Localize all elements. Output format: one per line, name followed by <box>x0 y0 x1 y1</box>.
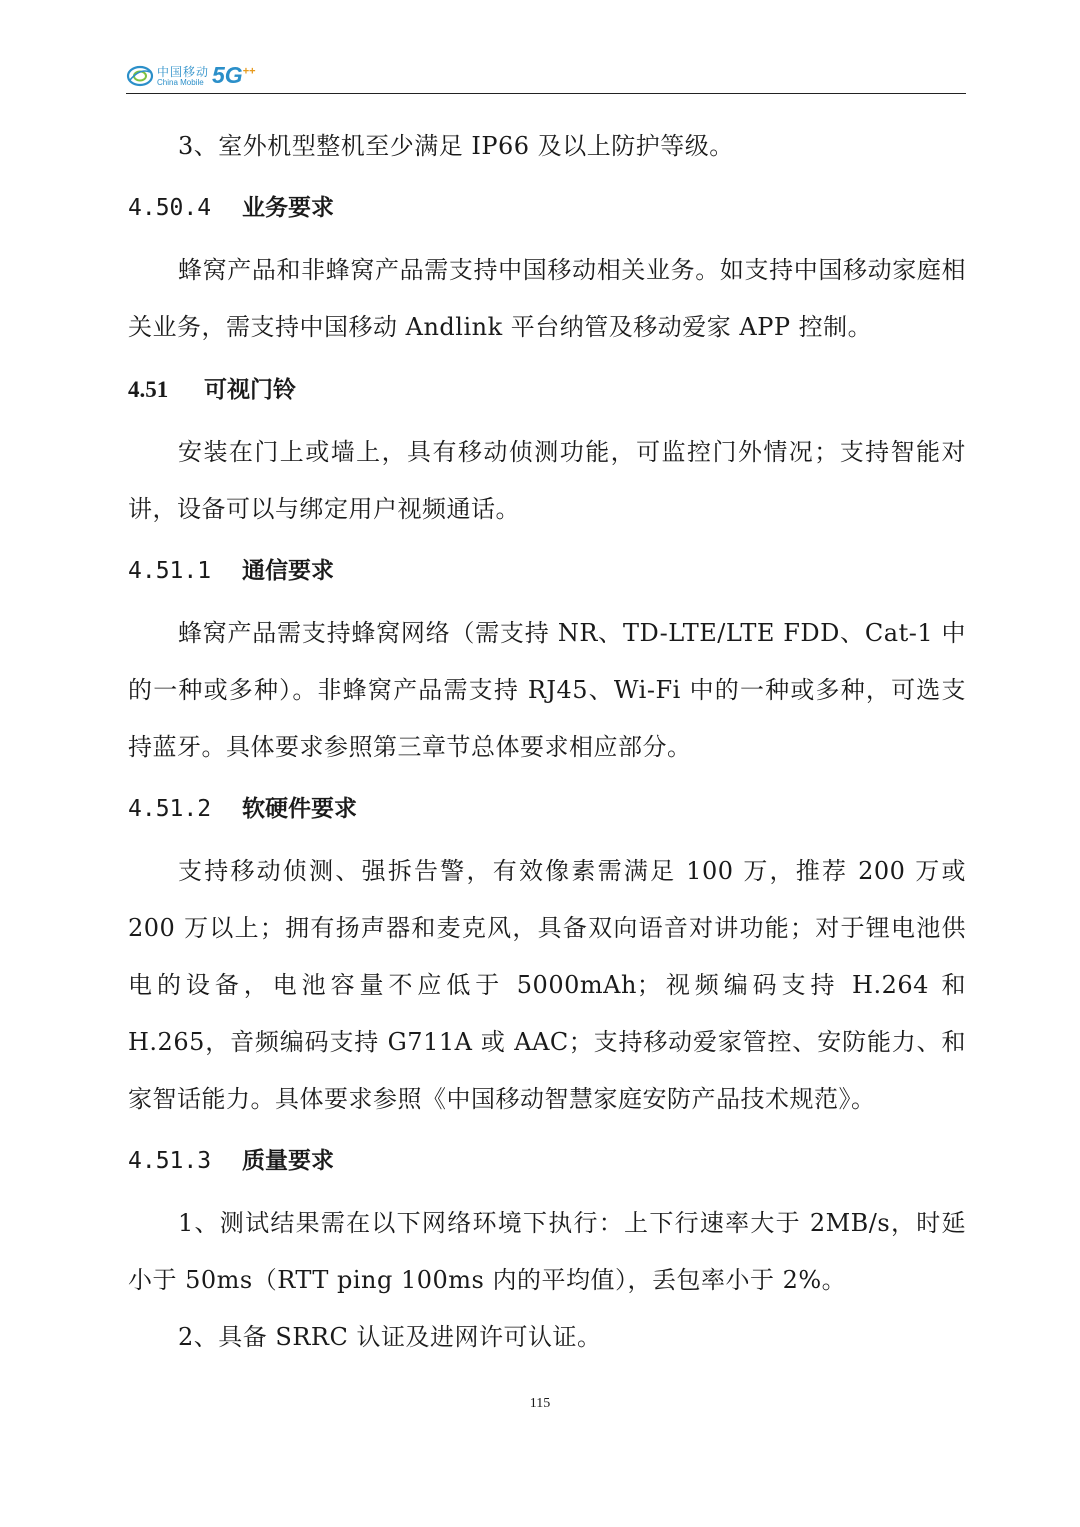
logo-5g: 5G++ <box>212 62 256 88</box>
paragraph: 2、具备 SRRC 认证及进网许可认证。 <box>178 1323 602 1351</box>
header-divider <box>126 93 966 94</box>
section-heading-4-51-3: 4.51.3 质量要求 <box>128 1148 334 1174</box>
logo-text-en: China Mobile <box>157 78 204 87</box>
section-heading-4-50-4: 4.50.4 业务要求 <box>128 195 334 221</box>
page-header <box>126 58 966 96</box>
page-number: 115 <box>529 1396 551 1411</box>
logo-text-cn: 中国移动 <box>157 65 210 79</box>
document-body <box>128 118 966 1366</box>
china-mobile-logo-icon <box>126 64 154 88</box>
paragraph: 蜂窝产品和非蜂窝产品需支持中国移动相关业务。如支持中国移动家庭相关业务，需支持中国移动 Andlink 平台纳管及移动爱家 APP 控制。 <box>128 256 966 341</box>
paragraph: 蜂窝产品需支持蜂窝网络（需支持 NR、TD-LTE/LTE FDD、Cat-1 中的一种或多种）。非蜂窝产品需支持 RJ45、Wi-Fi 中的一种或多种，可选支持蓝牙。具体要求参照第三章节总体要求相应部分。 <box>128 619 966 761</box>
paragraph: 3、室外机型整机至少满足 IP66 及以上防护等级。 <box>178 132 734 160</box>
section-heading-4-51: 4.51 可视门铃 <box>128 377 296 403</box>
section-heading-4-51-1: 4.51.1 通信要求 <box>128 558 334 584</box>
paragraph: 安装在门上或墙上，具有移动侦测功能，可监控门外情况；支持智能对讲，设备可以与绑定用户视频通话。 <box>128 438 966 523</box>
paragraph: 1、测试结果需在以下网络环境下执行：上下行速率大于 2MB/s，时延小于 50ms（RTT ping 100ms 内的平均值），丢包率小于 2%。 <box>128 1209 966 1294</box>
section-heading-4-51-2: 4.51.2 软硬件要求 <box>128 796 357 822</box>
paragraph: 支持移动侦测、强拆告警，有效像素需满足 100 万，推荐 200 万或 200 万以上；拥有扬声器和麦克风，具备双向语音对讲功能；对于锂电池供电的设备，电池容量不应低于 5000mAh；视频编码支持 H.264 和 H.265，音频编码支持 G711A 或 AAC；支持移动爱家管控、安防能力、和家智话能力。具体要求参照《中国移动智慧家庭安防产品技术规范》。 <box>128 857 966 1113</box>
